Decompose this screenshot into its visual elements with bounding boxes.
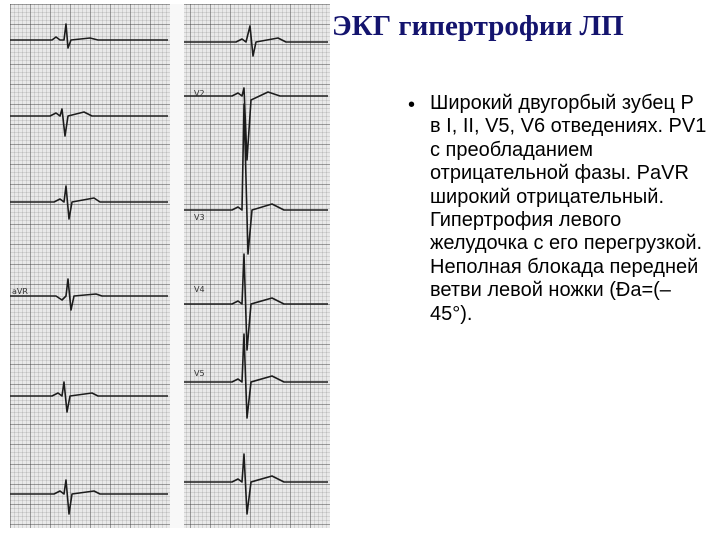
ecg-lead-label: V4 (194, 285, 205, 294)
ecg-trace-right-2 (184, 88, 328, 160)
ecg-trace-left-6 (10, 480, 168, 514)
ecg-trace-left-3 (10, 186, 168, 219)
ecg-trace-left-2 (10, 109, 168, 136)
ecg-lead-label: aVR (12, 287, 28, 296)
ecg-lead-label: V3 (194, 213, 205, 222)
ecg-trace-right-1 (184, 26, 328, 56)
ecg-trace-left-1 (10, 24, 168, 48)
ecg-trace-right-5 (184, 334, 328, 418)
ecg-trace-right-3 (184, 104, 328, 254)
ecg-trace-left-5 (10, 382, 168, 412)
slide-title: ЭКГ гипертрофии ЛП (332, 10, 624, 42)
paper-gap (170, 4, 184, 528)
ecg-tracing-image (10, 4, 330, 528)
ecg-traces (10, 4, 330, 528)
ecg-trace-right-4 (184, 254, 328, 350)
ecg-trace-right-6 (184, 454, 328, 514)
ecg-lead-label: V2 (194, 89, 205, 98)
bullet-text: Широкий двугорбый зубец P в I, II, V5, V6 отведениях. PV1 с преобладанием отрицательной фазы. PaVR широкий отрицательный. Гипертрофия левого желудочка с его перегрузкой. Неполная блокада передней ветви левой ножки (Ða=(–45°). (430, 92, 707, 325)
bullet-icon: • (408, 94, 416, 116)
ecg-trace-left-4 (10, 279, 168, 310)
ecg-lead-label: V5 (194, 369, 205, 378)
